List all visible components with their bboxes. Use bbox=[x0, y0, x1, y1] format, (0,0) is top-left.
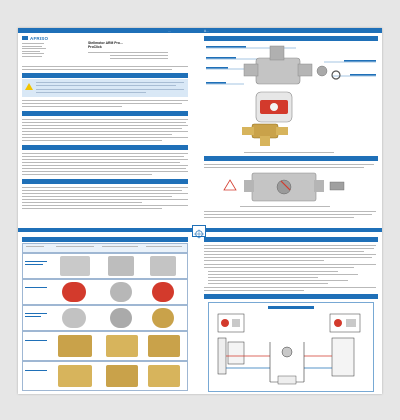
section-bar-safety bbox=[22, 73, 188, 78]
section-bar-table bbox=[22, 237, 188, 242]
doc-title bbox=[88, 41, 123, 49]
section-bar-mount bbox=[22, 179, 188, 184]
doc-title-line2: ProClick bbox=[88, 45, 102, 49]
header-right-section: Ü… bbox=[204, 28, 210, 33]
header-code: … bbox=[168, 28, 171, 33]
section-bar-electric bbox=[204, 237, 378, 242]
figure-handle-detail bbox=[204, 170, 378, 204]
figure-wiring-diagram bbox=[208, 302, 374, 392]
warning-icon bbox=[25, 83, 33, 90]
section-bar-overview bbox=[204, 36, 378, 41]
mounting-table bbox=[22, 243, 188, 393]
section-bar-wiring bbox=[204, 294, 378, 299]
logo-mark bbox=[22, 36, 28, 40]
section-bar-function bbox=[22, 145, 188, 150]
section-bar-install bbox=[204, 156, 378, 161]
doc-title-line1: Stellmotor ARM Pro… bbox=[88, 41, 124, 45]
page-header-band bbox=[18, 28, 382, 33]
section-bar-use bbox=[22, 111, 188, 116]
compass-icon bbox=[192, 225, 206, 237]
warning-box bbox=[22, 79, 188, 97]
figure-exploded-view bbox=[204, 42, 378, 150]
document-page bbox=[18, 28, 382, 394]
brand-logo: AFRISO bbox=[30, 36, 49, 41]
